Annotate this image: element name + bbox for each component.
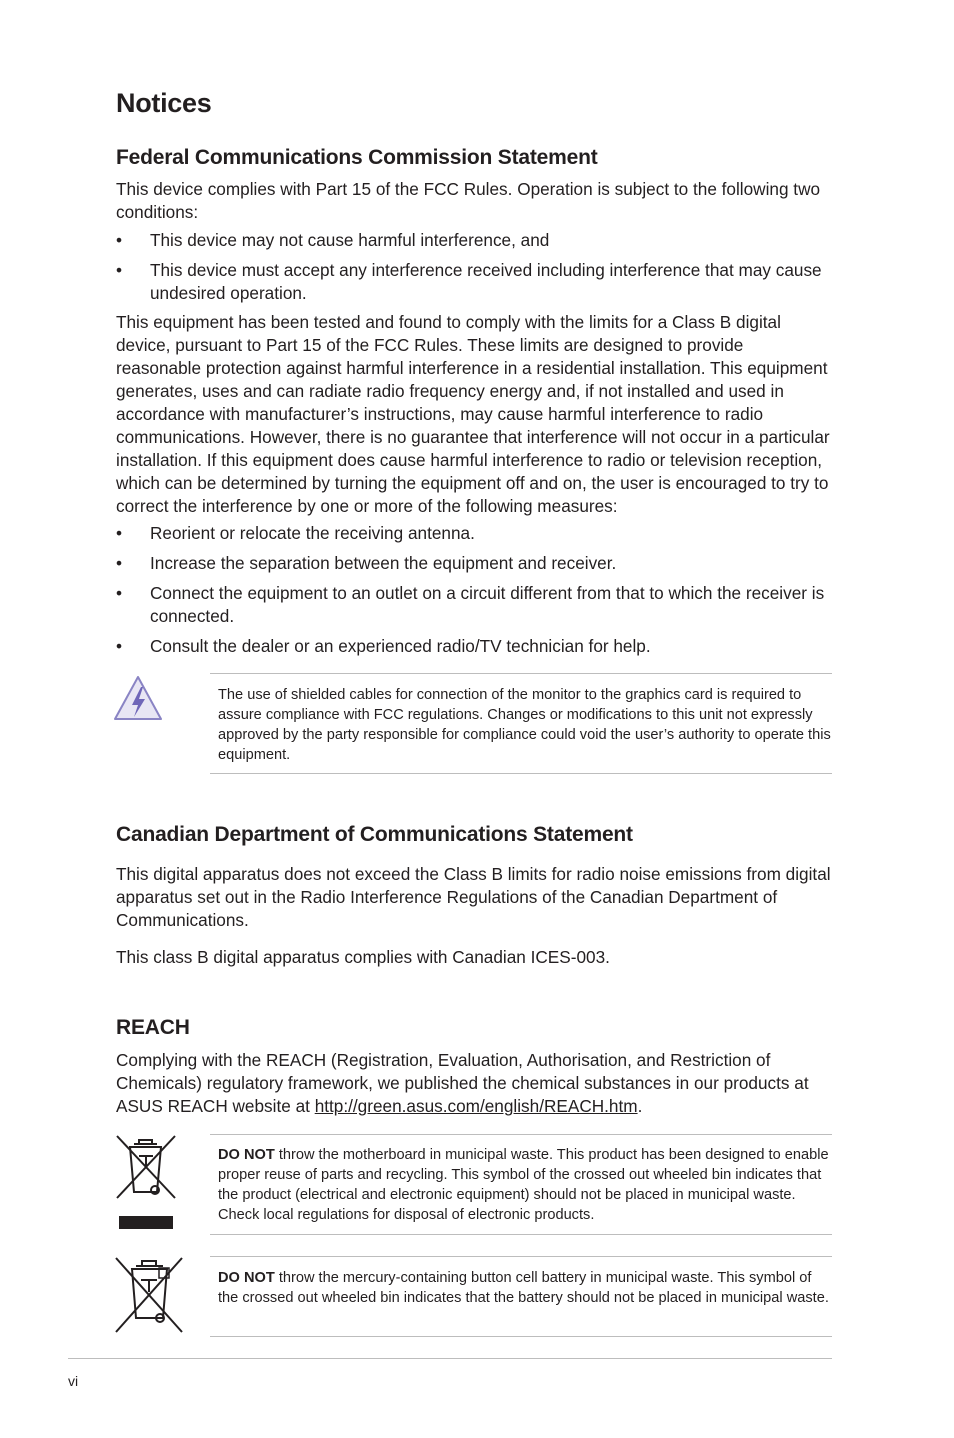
list-item: • This device must accept any interference received including interference that may cause undesired operation. <box>116 260 822 303</box>
reach-paragraph: Complying with the REACH (Registration, Evaluation, Authorisation, and Restriction of Chemicals) regulatory framework, we published the chemical substances in our products at ASUS REACH website at http://green.asus.com/english/REACH.htm. <box>116 1050 809 1116</box>
reach-note-motherboard: DO NOT throw the motherboard in municipal waste. This product has been designed to enable proper reuse of parts and recycling. This symbol of the crossed out wheeled bin indicates that the product (electrical and electronic equipment) should not be placed in municipal waste. Check local regulations for disposal of electronic products. <box>210 1134 832 1235</box>
reach-note-battery: DO NOT throw the mercury-containing button cell battery in municipal waste. This symbol of the crossed out wheeled bin indicates that the battery should not be placed in municipal waste. <box>210 1256 832 1337</box>
canada-para-1: This digital apparatus does not exceed the Class B limits for radio noise emissions from digital apparatus set out in the Radio Interference Regulations of the Canadian Department of Communications. <box>116 864 831 930</box>
list-item: • Reorient or relocate the receiving antenna. <box>116 523 475 543</box>
bullet-dot: • <box>116 230 123 250</box>
fcc-heading: Federal Communications Commission Statement <box>116 146 598 169</box>
list-item: • Increase the separation between the equipment and receiver. <box>116 553 617 573</box>
list-item: • Connect the equipment to an outlet on a circuit different from that to which the receiver is connected. <box>116 583 825 626</box>
crossed-out-battery-bin-icon <box>113 1256 185 1336</box>
reach-website-link[interactable]: http://green.asus.com/english/REACH.htm <box>314 1096 638 1116</box>
fcc-note: The use of shielded cables for connection of the monitor to the graphics card is required to assure compliance with FCC regulations. Changes or modifications to this unit not expressly approved by the party responsible for compliance could void the user’s authority to operate this equipment. <box>210 673 832 774</box>
fcc-body: This equipment has been tested and found to comply with the limits for a Class B digital device, pursuant to Part 15 of the FCC Rules. These limits are designed to provide reasonable protection against harmful interference in a residential installation. This equipment generates, uses and can radiate radio frequency energy and, if not installed and used in accordance with manufacturer’s instructions, may cause harmful interference to radio communications. However, there is no guarantee that interference will not occur in a particular installation. If this equipment does cause harmful interference to radio or television reception, which can be determined by turning the equipment off and on, the user is encouraged to try to correct the interference by one or more of the following measures: <box>116 312 830 516</box>
fcc-intro: This device complies with Part 15 of the FCC Rules. Operation is subject to the following two conditions: <box>116 179 821 222</box>
canada-heading: Canadian Department of Communications Statement <box>116 823 633 846</box>
footer-divider <box>68 1358 832 1359</box>
canada-para-2: This class B digital apparatus complies with Canadian ICES-003. <box>116 947 610 967</box>
bullet-dot: • <box>116 636 123 656</box>
bullet-dot: • <box>116 260 123 280</box>
page-number: vi <box>68 1373 79 1389</box>
list-item: • This device may not cause harmful interference, and <box>116 230 550 250</box>
list-item: • Consult the dealer or an experienced radio/TV technician for help. <box>116 636 651 656</box>
bullet-dot: • <box>116 583 123 603</box>
warning-lightning-icon <box>112 673 164 723</box>
bullet-dot: • <box>116 553 123 573</box>
bullet-dot: • <box>116 523 123 543</box>
page-title: Notices <box>116 88 212 118</box>
reach-heading: REACH <box>116 1016 190 1039</box>
crossed-out-wheeled-bin-icon <box>113 1134 179 1230</box>
